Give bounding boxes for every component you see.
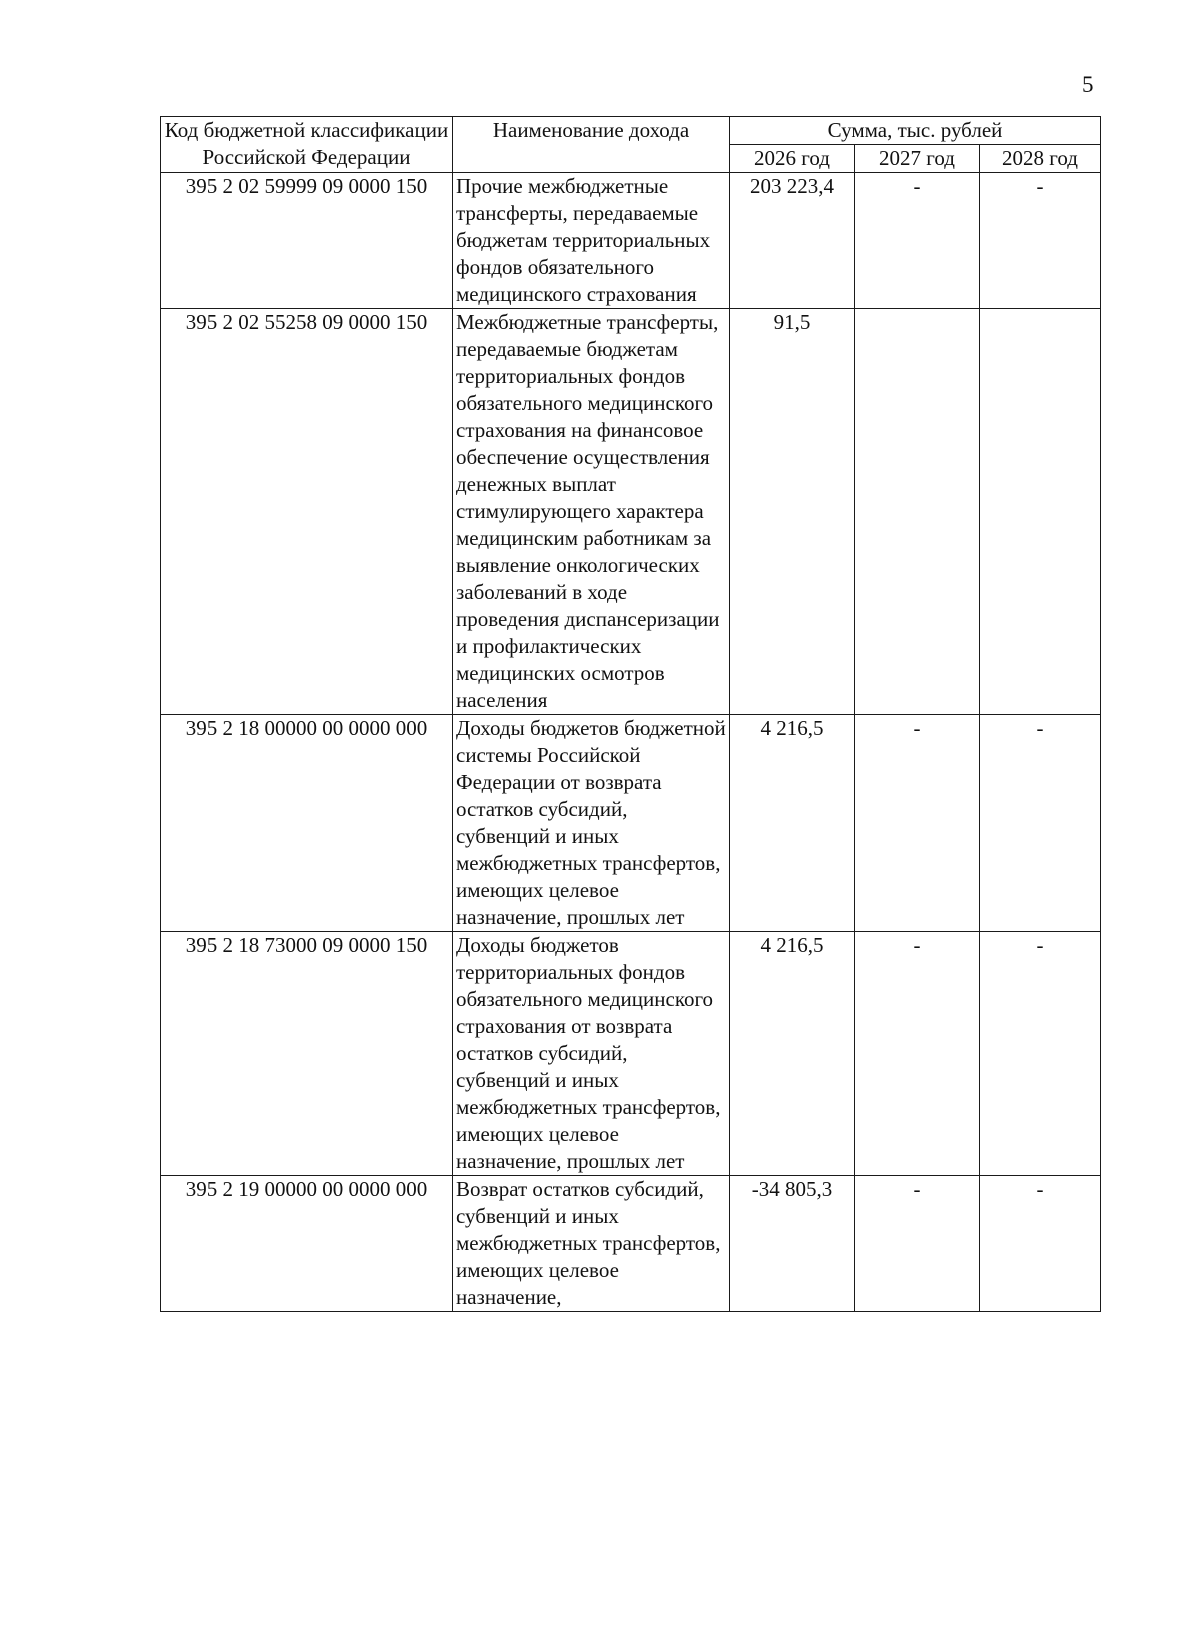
cell-2027: - (855, 715, 980, 932)
header-year-2027: 2027 год (855, 145, 980, 173)
header-year-2026: 2026 год (730, 145, 855, 173)
table-row (161, 932, 1101, 1176)
header-code: Код бюджетной классификации Российской Федерации (161, 117, 453, 173)
cell-2028: - (980, 932, 1101, 1176)
cell-code: 395 2 18 73000 09 0000 150 (161, 932, 453, 1176)
header-sum: Сумма, тыс. рублей (730, 117, 1101, 145)
cell-code: 395 2 02 59999 09 0000 150 (161, 173, 453, 309)
cell-2027: - (855, 1176, 980, 1312)
cell-2026: 91,5 (730, 309, 855, 715)
cell-2026: 4 216,5 (730, 932, 855, 1176)
cell-2026: 203 223,4 (730, 173, 855, 309)
table-row (161, 173, 1101, 309)
cell-code: 395 2 02 55258 09 0000 150 (161, 309, 453, 715)
cell-2026: 4 216,5 (730, 715, 855, 932)
header-row (161, 117, 1101, 145)
cell-name: Доходы бюджетов бюджетной системы Российской Федерации от возврата остатков субсидий, субвенций и иных межбюджетных трансфертов, имеющих целевое назначение, прошлых лет (453, 715, 730, 932)
cell-2026: -34 805,3 (730, 1176, 855, 1312)
cell-name: Прочие межбюджетные трансферты, передаваемые бюджетам территориальных фондов обязательного медицинского страхования (453, 173, 730, 309)
cell-code: 395 2 19 00000 00 0000 000 (161, 1176, 453, 1312)
budget-revenue-table (160, 116, 1101, 1312)
cell-name: Доходы бюджетов территориальных фондов обязательного медицинского страхования от возврата остатков субсидий, субвенций и иных межбюджетных трансфертов, имеющих целевое назначение, прошлых лет (453, 932, 730, 1176)
cell-name: Возврат остатков субсидий, субвенций и иных межбюджетных трансфертов, имеющих целевое назначение, (453, 1176, 730, 1312)
header-year-2028: 2028 год (980, 145, 1101, 173)
cell-2028 (980, 309, 1101, 715)
cell-2028: - (980, 715, 1101, 932)
table-row (161, 715, 1101, 932)
cell-name: Межбюджетные трансферты, передаваемые бюджетам территориальных фондов обязательного медицинского страхования на финансовое обеспечение осуществления денежных выплат стимулирующего характера медицинским работникам за выявление онкологических заболеваний в ходе проведения диспансеризации и профилактических медицинских осмотров населения (453, 309, 730, 715)
header-name: Наименование дохода (453, 117, 730, 173)
cell-2027: - (855, 932, 980, 1176)
cell-2028: - (980, 173, 1101, 309)
table-row (161, 309, 1101, 715)
cell-2027: - (855, 173, 980, 309)
cell-2028: - (980, 1176, 1101, 1312)
page-number: 5 (1082, 72, 1094, 97)
cell-code: 395 2 18 00000 00 0000 000 (161, 715, 453, 932)
table-row (161, 1176, 1101, 1312)
cell-2027 (855, 309, 980, 715)
